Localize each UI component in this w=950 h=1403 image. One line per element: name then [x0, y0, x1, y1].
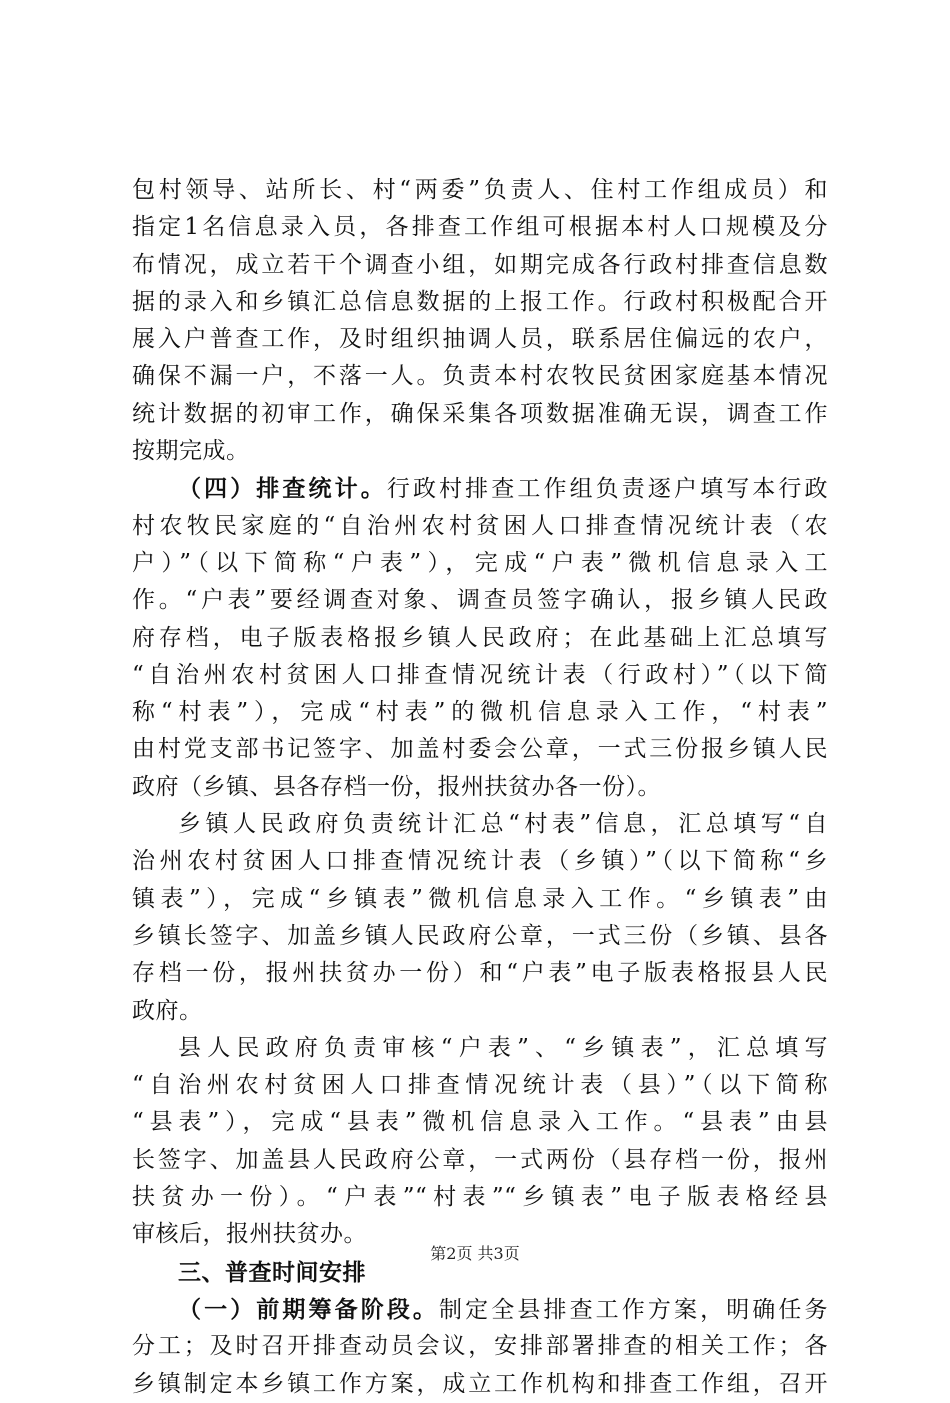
- subheading-qianqi-choubei: （一）前期筹备阶段。: [178, 1295, 440, 1323]
- paragraph-first-line: [132, 470, 828, 507]
- text-line: 布情况，成立若干个调查小组，如期完成各行政村排查信息数: [132, 251, 828, 278]
- text-line: 包村领导、站所长、村“两委”负责人、住村工作组成员）和: [132, 177, 828, 203]
- text-line: 村农牧民家庭的“自治州农村贫困人口排查情况统计表（农: [132, 512, 828, 539]
- text-line: 展入户普查工作，及时组织抽调人员，联系居住偏远的农户，: [132, 326, 828, 353]
- text-run: 制定全县排查工作方案，明确任务: [439, 1296, 828, 1323]
- text-line: 政府。: [132, 997, 203, 1024]
- text-line: 确保不漏一户，不落一人。负责本村农牧民贫困家庭基本情况: [132, 363, 828, 390]
- text-line: 统计数据的初审工作，确保采集各项数据准确无误，调查工作: [132, 400, 828, 427]
- text-line: 称“村表”），完成“村表”的微机信息录入工作，“村表”: [132, 699, 828, 726]
- subheading-paiqia-tongji: （四）排查统计。: [178, 475, 387, 503]
- paragraph-first-line: [132, 1291, 828, 1328]
- text-line: 按期完成。: [132, 438, 250, 465]
- text-line: 分工；及时召开排查动员会议，安排部署排查的相关工作；各: [132, 1333, 828, 1360]
- text-line: 镇表”），完成“乡镇表”微机信息录入工作。“乡镇表”由: [132, 885, 828, 912]
- text-line: “县表”），完成“县表”微机信息录入工作。“县表”由县: [132, 1109, 828, 1136]
- text-line: 审核后，报州扶贫办。: [132, 1221, 367, 1248]
- section-title: 三、普查时间安排: [178, 1258, 366, 1286]
- page-number-footer: 第2页 共3页: [430, 1244, 520, 1263]
- text-line: 扶贫办一份）。“户表”“村表”“乡镇表”电子版表格经县: [132, 1184, 828, 1211]
- text-line: 府存档，电子版表格报乡镇人民政府；在此基础上汇总填写: [132, 624, 828, 651]
- text-line: 乡镇制定本乡镇工作方案，成立工作机构和排查工作组，召开: [132, 1370, 828, 1397]
- text-line: 乡镇人民政府负责统计汇总“村表”信息，汇总填写“自: [178, 811, 828, 838]
- text-line: 据的录入和乡镇汇总信息数据的上报工作。行政村积极配合开: [132, 288, 828, 315]
- text-line: 存档一份，报州扶贫办一份）和“户表”电子版表格报县人民: [132, 960, 828, 987]
- text-line: 由村党支部书记签字、加盖村委会公章，一式三份报乡镇人民: [132, 736, 828, 763]
- text-line: 长签字、加盖县人民政府公章，一式两份（县存档一份，报州: [132, 1146, 828, 1173]
- text-run: 行政村排查工作组负责逐户填写本行政: [386, 476, 828, 503]
- document-body: [132, 172, 828, 1403]
- text-line: 作。“户表”要经调查对象、调查员签字确认，报乡镇人民政: [132, 587, 828, 614]
- text-line: 治州农村贫困人口排查情况统计表（乡镇）”（以下简称“乡: [132, 848, 828, 875]
- text-line: 户）”（以下简称“户表”），完成“户表”微机信息录入工: [132, 549, 828, 576]
- text-line: “自治州农村贫困人口排查情况统计表（行政村）”（以下简: [132, 661, 828, 688]
- text-line: 政府（乡镇、县各存档一份，报州扶贫办各一份）。: [132, 773, 661, 800]
- text-line: “自治州农村贫困人口排查情况统计表（县）”（以下简称: [132, 1072, 828, 1099]
- text-line: 指定1名信息录入员，各排查工作组可根据本村人口规模及分: [132, 214, 828, 241]
- text-line: 县人民政府负责审核“户表”、“乡镇表”，汇总填写: [178, 1034, 828, 1061]
- text-line: 乡镇长签字、加盖乡镇人民政府公章，一式三份（乡镇、县各: [132, 922, 828, 949]
